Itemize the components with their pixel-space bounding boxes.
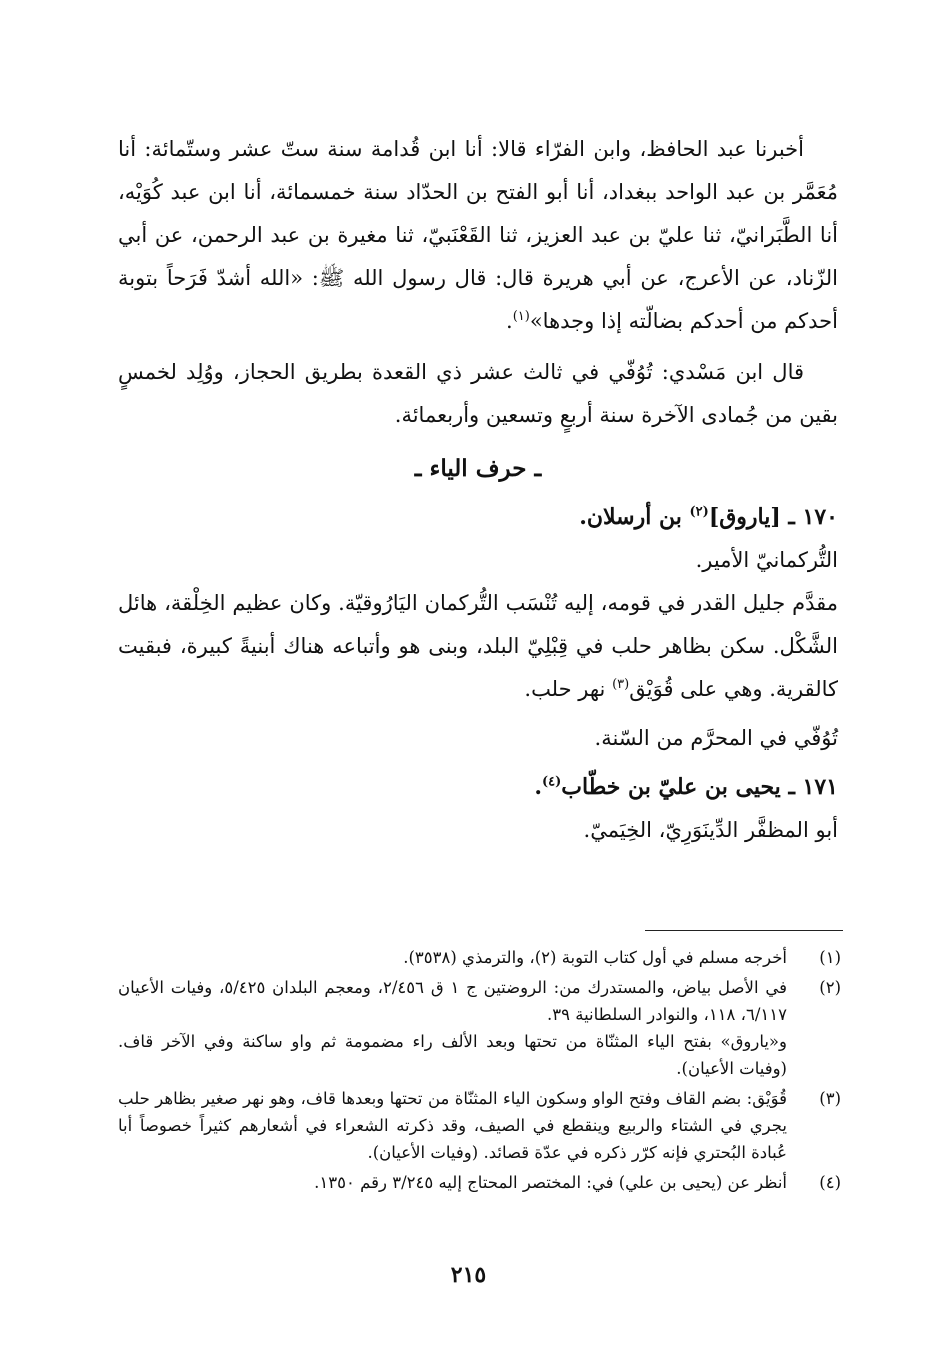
footnote-number: (٤) [819,1173,841,1192]
entry-170-bio-text: مقدَّم جليل القدر في قومه، إليه تُنْسَب التُّركمان اليَارُوقيّة. وكان عظيم الخِلْقة، هائل الشَّكْل. سكن بظاهر حلب في قِبْلِيّ البلد، وبنى هو وأتباعه هناك أبنيةً كبيرة، فبقيت كالقرية. وهي على قُوَيْق [118,591,838,701]
hadith-paragraph [118,128,838,343]
death-paragraph: قال ابن مَسْدي: تُوُفّي في ثالث عشر ذي القعدة بطريق الحجاز، ووُلِد لخمسٍ بقين من جُمادى الآخرة سنة أربعٍ وتسعين وأربعمائة. [118,360,838,427]
footnote-body [118,1169,787,1196]
footnote-number: (١) [819,948,841,967]
entry-171-kunya: أبو المظفَّر الدِّينَوَرِيّ، الخِيَميّ. [583,818,838,842]
section-heading: ـ حرف الياء ـ [414,455,542,482]
footnote-separator [645,930,843,931]
footnote-ref-1: (١) [512,309,530,324]
footnote-text: أخرجه مسلم في أول كتاب التوبة (٢)، والترمذي (٣٥٣٨). [403,948,787,967]
page-number: ٢١٥ [450,1262,487,1288]
footnote-ref-3: (٣) [612,677,630,692]
entry-171-title [118,766,838,809]
footnote [118,974,841,1082]
footnote-number: (٢) [819,978,841,997]
main-text [118,128,838,852]
footnote-number: (٣) [819,1089,841,1108]
entry-170-title [118,496,838,539]
hadith-text: أخبرنا عبد الحافظ، وابن الفرّاء قالا: أنا ابن قُدامة سنة ستّ عشر وستّمائة: أنا مُعَمَّر بن عبد الواحد ببغداد، أنا أبو الفتح بن الحدّاد سنة خمسمائة، أنا ابن عبد كُوَيْه، أنا الطَّبَرانيّ، ثنا عليّ بن عبد العزيز، ثنا القَعْنَبيّ، ثنا مغيرة بن عبد الرحمن، عن أبي الزّناد، عن الأعرج، عن أبي هريرة قال: قال رسول الله ﷺ: «الله أشدّ فَرَحاً بتوبة أحدكم من أحدكم بضالّته إذا وجدها» [118,137,838,333]
footnote [118,1169,841,1196]
entry-170-bio-end: نهر حلب. [524,677,613,701]
footnote-text: قُوَيْق: بضم القاف وفتح الواو وسكون الياء المثنّاة من تحتها وبعدها قاف، وهو نهر صغير بظاهر حلب يجري في الشتاء والربيع وينقطع في الصيف، وقد ذكرته الشعراء في أشعارهم كثيراً خصوصاً أبا عُبادة البُحتري فإنه كرّر ذكره في عدّة قصائد. (وفيات الأعيان). [118,1089,787,1162]
footnotes [118,944,841,1199]
footnote [118,944,841,971]
entry-170-death: تُوُفّي في المحرَّم من السّنة. [594,726,838,750]
footnote-body [118,944,787,971]
entry-170-bio [118,582,838,711]
footnote-ref-2: (٢) [689,504,709,520]
footnote-body [118,1085,787,1166]
entry-170-name-end: بن أرسلان. [579,504,690,530]
footnote-text: أنظر عن (يحيى بن علي) في: المختصر المحتاج إليه ٣/٢٤٥ رقم ١٣٥٠. [314,1173,787,1192]
entry-171-name-end: . [534,774,542,800]
entry-170-nisba: التُّركمانيّ الأمير. [695,548,838,572]
entry-171-name: ١٧١ ـ يحيى بن عليّ بن خطّاب [561,774,838,800]
footnote-text: في الأصل بياض، والمستدرك من: الروضتين ج ١ ق ٢/٤٥٦، ومعجم البلدان ٥/٤٢٥، وفيات الأعيان ٦/١١٧، ١١٨، والنوادر السلطانية ٣٩. [118,978,788,1024]
footnote-text: و«ياروق» بفتح الياء المثنّاة من تحتها وبعد الألف راء مضمومة ثم واو ساكنة وفي الآخر قاف. (وفيات الأعيان). [118,1032,787,1078]
footnote [118,1085,841,1166]
footnote-body [118,974,787,1082]
entry-170-name: ١٧٠ ـ [ياروق] [708,504,838,530]
footnote-ref-4: (٤) [542,774,562,790]
hadith-end: . [506,309,513,333]
